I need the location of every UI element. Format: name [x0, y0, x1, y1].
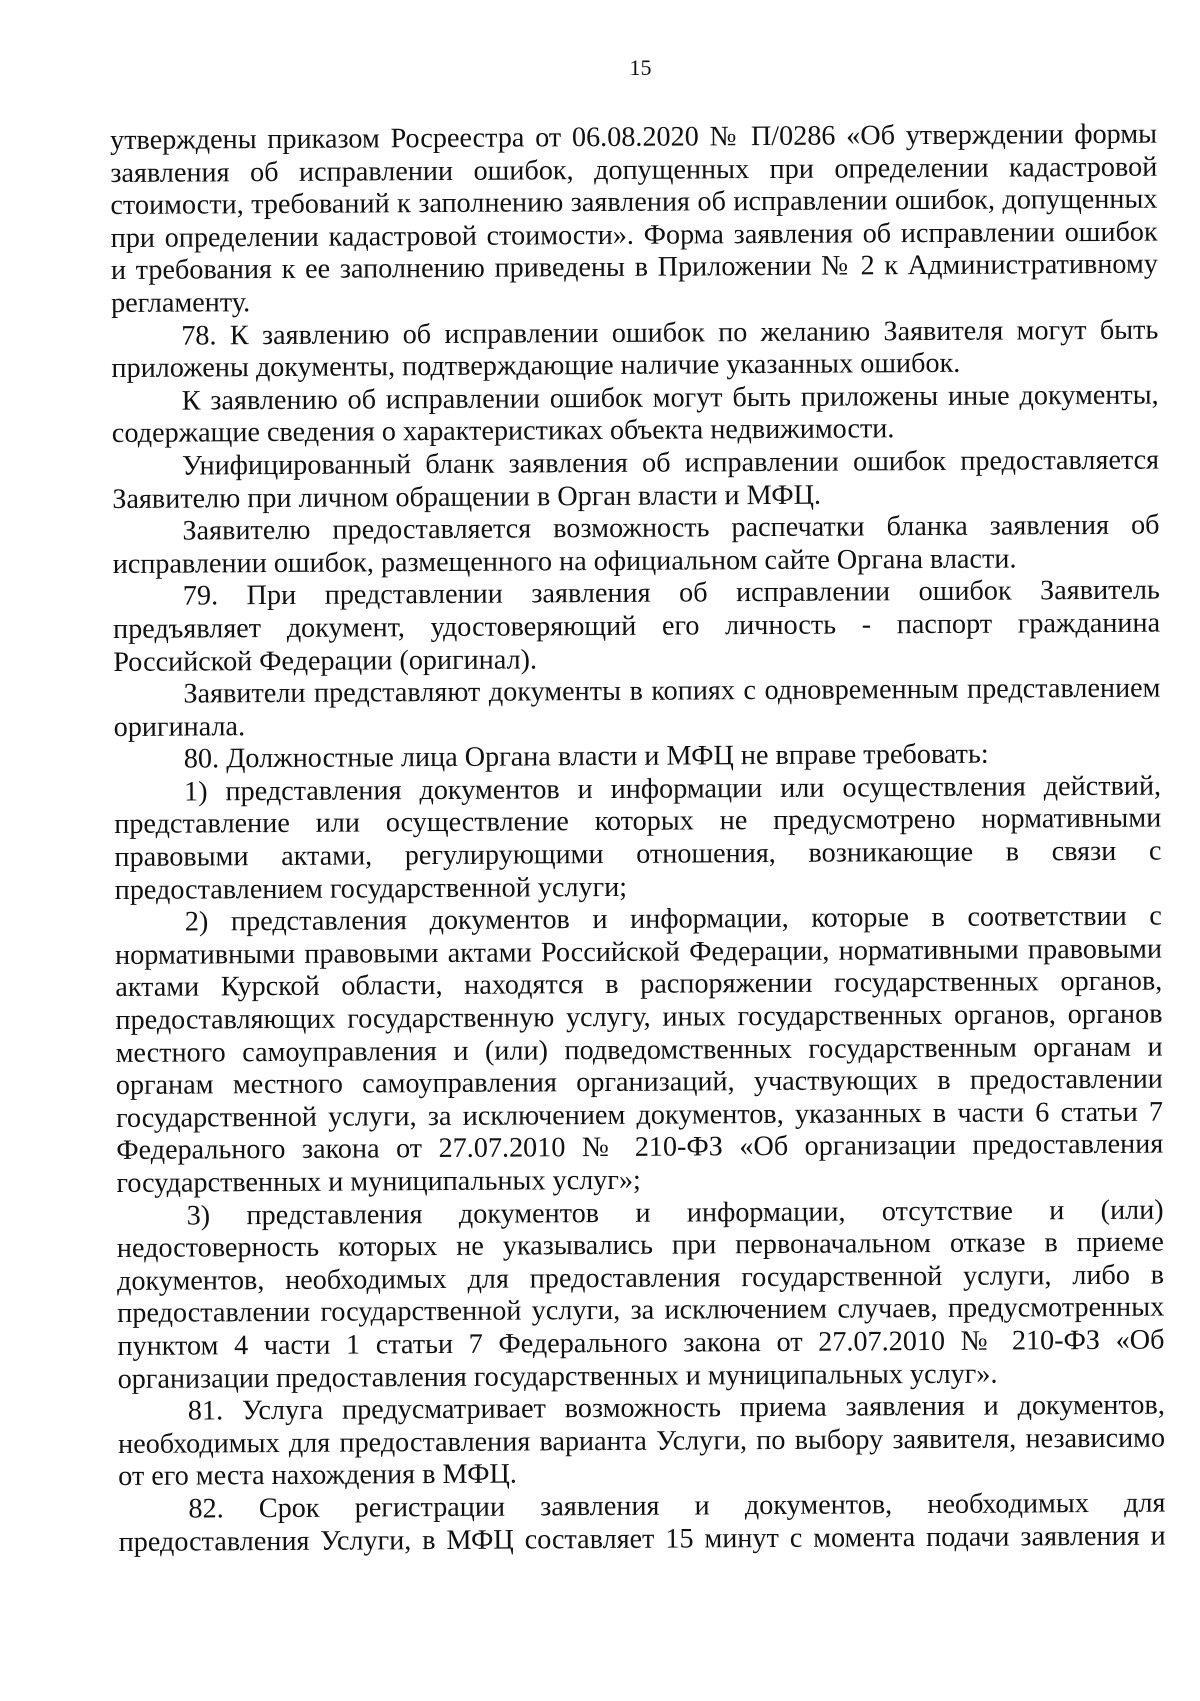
paragraph-78-blank: Унифицированный бланк заявления об исправлении ошибок предоставляется Заявителю при личном обращении в Орган власти и МФЦ.	[112, 444, 1160, 515]
paragraph-continuation: утверждены приказом Росреестра от 06.08.2020 № П/0286 «Об утверждении формы заявления об исправлении ошибок, допущенных при определении кадастровой стоимости, требований к заполнению заявления об исправлении ошибок, допущенных при определении кадастровой стоимости». Форма заявления об исправлении ошибок и требования к ее заполнению приведены в Приложении № 2 к Административному регламенту.	[110, 118, 1158, 319]
paragraph-80-item-2: 2) представления документов и информации, которые в соответствии с нормативными правовыми актами Российской Федерации, нормативными правовыми актами Курской области, находятся в распоряжении государственных органов, предоставляющих государственную услугу, иных государственных органов, органов местного самоуправления и (или) подведомственных государственным органам и органам местного самоуправления организаций, участвующих в предоставлении государственной услуги, за исключением документов, указанных в части 6 статьи 7 Федерального закона от 27.07.2010 № 210-ФЗ «Об организации предоставления государственных и муниципальных услуг»;	[114, 900, 1164, 1199]
paragraph-79-copies: Заявители представляют документы в копиях с одновременным представлением оригинала.	[113, 672, 1161, 743]
paragraph-80-item-3: 3) представления документов и информации, отсутствие и (или) недостоверность которых не указывались при первоначальном отказе в приеме документов, необходимых для предоставления государственной услуги, либо в предоставлении государственной услуги, за исключением случаев, предусмотренных пунктом 4 части 1 статьи 7 Федерального закона от 27.07.2010 № 210-ФЗ «Об организации предоставления государственных и муниципальных услуг».	[116, 1194, 1165, 1395]
page-number: 15	[629, 55, 652, 80]
paragraph-78: 78. К заявлению об исправлении ошибок по желанию Заявителя могут быть приложены документы, подтверждающие наличие указанных ошибок.	[111, 314, 1159, 385]
paragraph-78-print: Заявителю предоставляется возможность распечатки бланка заявления об исправлении ошибок, размещенного на официальном сайте Органа власти.	[112, 509, 1160, 580]
paragraph-80: 80. Должностные лица Органа власти и МФЦ не вправе требовать:	[183, 738, 989, 775]
paragraph-82: 82. Срок регистрации заявления и документов, необходимых для предоставления Услуги, в МФЦ составляет 15 минут с момента подачи заявления и	[118, 1487, 1166, 1558]
paragraph-78-attachments: К заявлению об исправлении ошибок могут быть приложены иные документы, содержащие сведения о характеристиках объекта недвижимости.	[111, 379, 1159, 450]
paragraph-79: 79. При представлении заявления об исправлении ошибок Заявитель предъявляет документ, удостоверяющий его личность - паспорт гражданина Российской Федерации (оригинал).	[112, 574, 1161, 678]
paragraph-80-item-1: 1) представления документов и информации или осуществления действий, представление или осуществление которых не предусмотрено нормативными правовыми актами, регулирующими отношения, возникающие в связи с предоставлением государственной услуги;	[114, 770, 1162, 906]
paragraph-81: 81. Услуга предусматривает возможность приема заявления и документов, необходимых для предоставления варианта Услуги, по выбору заявителя, независимо от его места нахождения в МФЦ.	[117, 1389, 1166, 1493]
document-body	[110, 119, 1166, 1559]
